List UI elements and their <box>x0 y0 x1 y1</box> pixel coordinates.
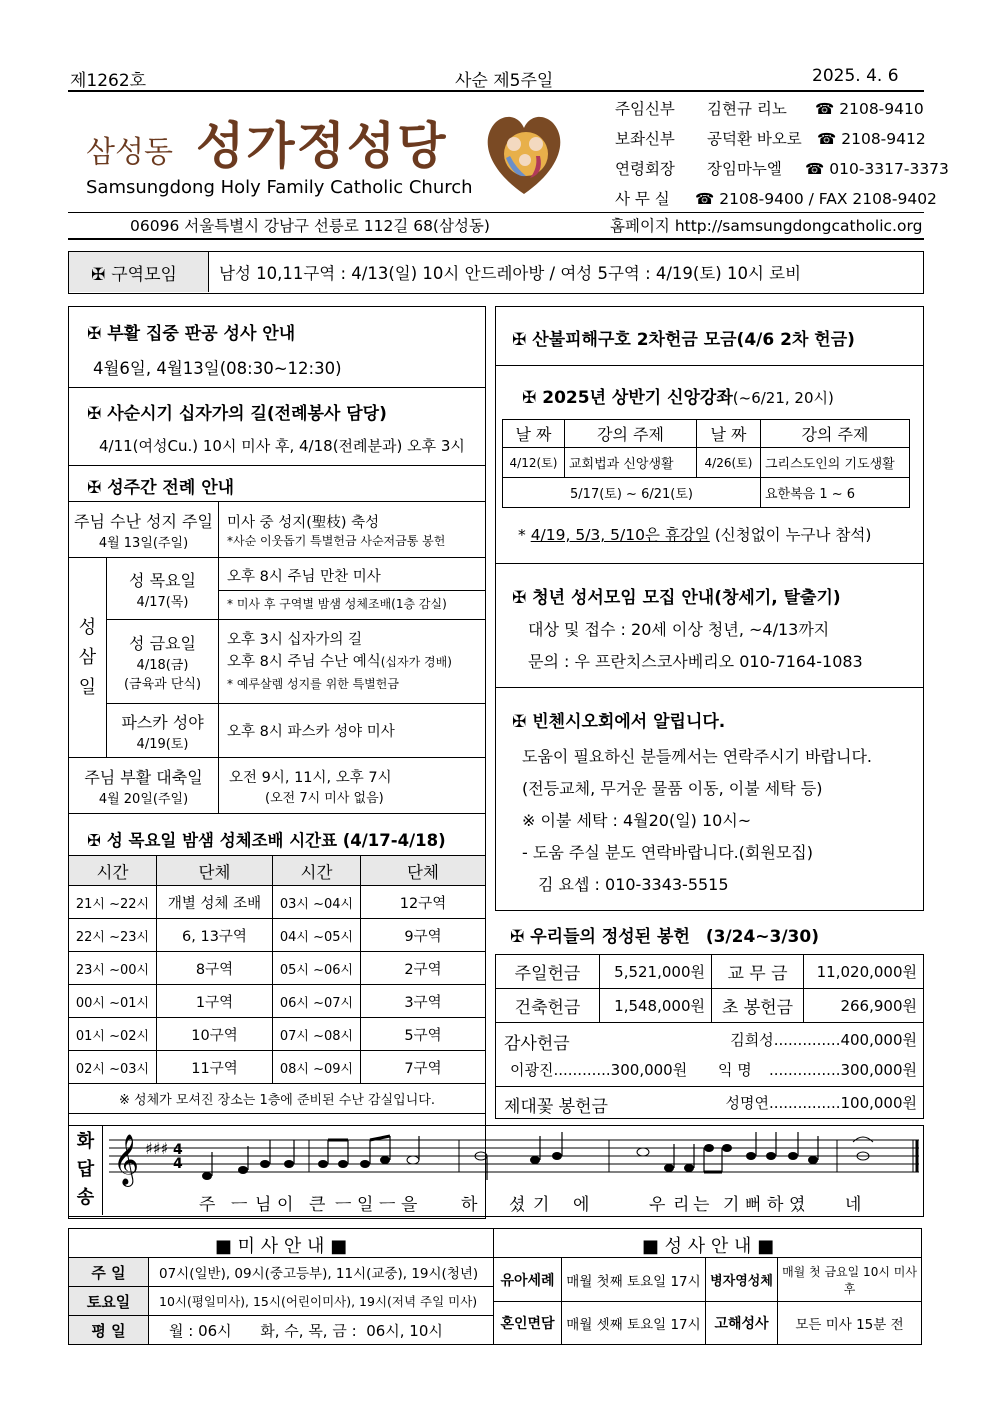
easter-confession-title: ✠ 부활 집중 판공 성사 안내 <box>87 324 296 344</box>
adoration-table <box>68 855 486 1114</box>
divider <box>69 387 485 388</box>
adoration-title: ✠ 성 목요일 밤샘 성체조배 시간표 (4/17-4/18) <box>87 831 446 850</box>
church-prefix: 삼성동 <box>86 135 173 170</box>
table-row: 00시 ~01시 1구역 06시 ~07시 3구역 <box>69 985 486 1018</box>
vincent-title: ✠ 빈첸시오회에서 알립니다. <box>512 712 726 732</box>
header-rule-2 <box>68 212 924 213</box>
table-row: 평 일 월 : 06시 화, 수, 목, 금 : 06시, 10시 <box>69 1316 494 1345</box>
table-row: 토요일 10시(평일미사), 15시(어린이미사), 19시(저녁 주일 미사) <box>69 1287 494 1316</box>
liturgical-sunday: 사순 제5주일 <box>455 71 554 91</box>
good-friday-row: 성 금요일 4/18(금) (금육과 단식) 오후 3시 십자가의 길 오후 8시 주님 수난 예식(십자가 경배) * 예루살렘 성지를 위한 특별헌금 <box>69 620 486 704</box>
contact-funeral: 연령회장 장임마누엘 ☎ 010-3317-3373 <box>615 160 949 178</box>
table-row: 4/12(토) 교회법과 신앙생활 4/26(토) 그리스도인의 기도생활 <box>503 448 910 478</box>
palm-sunday-row: 주님 수난 성지 주일 4월 13일(주일) 미사 중 성지(聖枝) 축성 *사순 이웃돕기 특별헌금 사순저금통 봉헌 <box>69 502 486 558</box>
table-row: 02시 ~03시 11구역 08시 ~09시 7구역 <box>69 1051 486 1084</box>
district-meeting-text: 남성 10,11구역 : 4/13(일) 10시 안드레아방 / 여성 5구역 : 4/19(토) 10시 로비 <box>219 264 802 283</box>
music-staff <box>109 1128 921 1190</box>
contact-office: 사 무 실 ☎ 2108-9400 / FAX 2108-9402 <box>615 190 937 208</box>
holy-week-title: ✠ 성주간 전례 안내 <box>87 478 235 498</box>
district-meeting-label: ✠ 구역모임 <box>69 252 209 292</box>
district-meeting-box <box>68 251 924 294</box>
easter-vigil-row: 파스카 성야 4/19(토) 오후 8시 파스카 성야 미사 <box>69 704 486 758</box>
sacrament-table <box>493 1257 922 1345</box>
header-rule <box>68 90 924 92</box>
holy-thursday-row: 성 삼 일 성 목요일 4/17(목) 오후 8시 주님 만찬 미사 * 미사 후 구역별 밤샘 성체조배(1층 감실) <box>69 558 486 620</box>
wildfire-title: ✠ 산불피해구호 2차헌금 모금(4/6 2차 헌금) <box>512 330 855 350</box>
table-row: 주 일 07시(일반), 09시(중고등부), 11시(교중), 19시(청년) <box>69 1258 494 1287</box>
lecture-title: ✠ 2025년 상반기 신앙강좌(~6/21, 20시) <box>522 388 834 408</box>
left-column <box>68 306 486 1219</box>
svg-text:𝄞: 𝄞 <box>113 1134 140 1185</box>
table-row: 01시 ~02시 10구역 07시 ~08시 5구역 <box>69 1018 486 1051</box>
adoration-note-row: ※ 성체가 모셔진 장소는 1층에 준비된 수난 감실입니다. <box>69 1084 486 1114</box>
stations-title: ✠ 사순시기 십자가의 길(전례봉사 담당) <box>87 404 387 424</box>
responsorial-psalm-box <box>68 1125 924 1217</box>
table-row: 22시 ~23시 6, 13구역 04시 ~05시 9구역 <box>69 919 486 952</box>
church-english-name: Samsungdong Holy Family Catholic Church <box>86 177 473 198</box>
divider <box>496 563 923 564</box>
issue-date: 2025. 4. 6 <box>812 66 899 86</box>
easter-sunday-row: 주님 부활 대축일 4월 20일(주일) 오전 9시, 11시, 오후 7시 (오전 7시 미사 없음) <box>69 758 486 814</box>
table-row: 21시 ~22시 개별 성체 조배 03시 ~04시 12구역 <box>69 886 486 919</box>
svg-text:4: 4 <box>173 1142 183 1158</box>
church-address: 06096 서울특별시 강남구 선릉로 112길 68(삼성동) <box>130 217 490 235</box>
church-name: 성가정성당 <box>196 117 448 175</box>
mass-sacrament-box <box>68 1228 922 1345</box>
lecture-note: * 4/19, 5/3, 5/10은 휴강일 (신청없이 누구나 참석) <box>518 526 872 544</box>
divider <box>69 465 485 466</box>
lecture-header: 날 짜 강의 주제 날 짜 강의 주제 <box>503 420 910 448</box>
holy-week-table <box>68 501 486 814</box>
table-row: 건축헌금 1,548,000원 초 봉헌금 266,900원 <box>496 989 924 1023</box>
thanks-offering-row: 감사헌금 김희성..............400,000원 이광진............300,000원 익 명 ...............300,000원 <box>496 1023 924 1087</box>
vincent-body: 도움이 필요하신 분들께서는 연락주시기 바랍니다. (전등교체, 무거운 물품 이동, 이불 세탁 등) ※ 이불 세탁 : 4월20(일) 10시~ - 도움 주실 분도 연락바랍니다.(회원모집) 김 요셉 : 010-3343-5515 <box>522 747 873 894</box>
table-row: 혼인면담 매월 셋째 토요일 17시 고해성사 모든 미사 15분 전 <box>494 1302 922 1345</box>
contact-list <box>615 94 949 214</box>
contact-pastor: 주임신부 김현규 리노 ☎ 2108-9410 <box>615 100 924 118</box>
mass-info-title: ■ 미 사 안 내 ■ <box>214 1236 348 1257</box>
youth-bible-line2: 문의 : 우 프란치스코사베리오 010-7164-1083 <box>528 652 863 671</box>
divider <box>496 365 923 366</box>
header-rule-3 <box>68 238 924 240</box>
table-row: 5/17(토) ~ 6/21(토) 요한복음 1 ~ 6 <box>503 478 910 508</box>
youth-bible-line1: 대상 및 접수 : 20세 이상 청년, ~4/13까지 <box>528 620 830 639</box>
psalm-lyrics: 주 ㅡ 님 이 큰 ㅡ 일 ㅡ 을 하 셨 기 에 우 리 는 기 뻐 하 였 네 <box>199 1195 862 1215</box>
easter-confession-text: 4월6일, 4월13일(08:30~12:30) <box>93 359 342 378</box>
svg-text:4: 4 <box>173 1156 183 1172</box>
issue-number: 제1262호 <box>70 71 147 91</box>
contact-assistant: 보좌신부 공덕환 바오로 ☎ 2108-9412 <box>615 130 926 148</box>
table-row: 23시 ~00시 8구역 05시 ~06시 2구역 <box>69 952 486 985</box>
responsorial-label: 화 답 송 <box>69 1126 103 1215</box>
altar-flower-row: 제대꽃 봉헌금 성명연...............100,000원 <box>496 1087 924 1119</box>
stations-text: 4/11(여성Cu.) 10시 미사 후, 4/18(전례분과) 오후 3시 <box>99 437 465 455</box>
homepage-link[interactable]: 홈페이지 http://samsungdongcatholic.org <box>610 217 923 235</box>
offering-table <box>495 954 924 1119</box>
svg-text:♯♯♯: ♯♯♯ <box>145 1139 169 1158</box>
adoration-header: 시간 단체 시간 단체 <box>69 856 486 886</box>
divider <box>496 687 923 688</box>
holy-family-logo <box>476 108 572 200</box>
table-row: 주일헌금 5,521,000원 교 무 금 11,020,000원 <box>496 955 924 989</box>
right-column <box>495 306 924 911</box>
youth-bible-title: ✠ 청년 성서모임 모집 안내(창세기, 탈출기) <box>512 588 841 608</box>
mass-table <box>68 1257 494 1345</box>
triduum-label: 성 삼 일 <box>69 558 107 758</box>
lecture-table <box>502 419 910 508</box>
sacrament-info-title: ■ 성 사 안 내 ■ <box>641 1236 775 1257</box>
offering-title: ✠ 우리들의 정성된 봉헌 (3/24~3/30) <box>510 927 819 947</box>
table-row: 유아세례 매월 첫째 토요일 17시 병자영성체 매월 첫 금요일 10시 미사 후 <box>494 1258 922 1302</box>
